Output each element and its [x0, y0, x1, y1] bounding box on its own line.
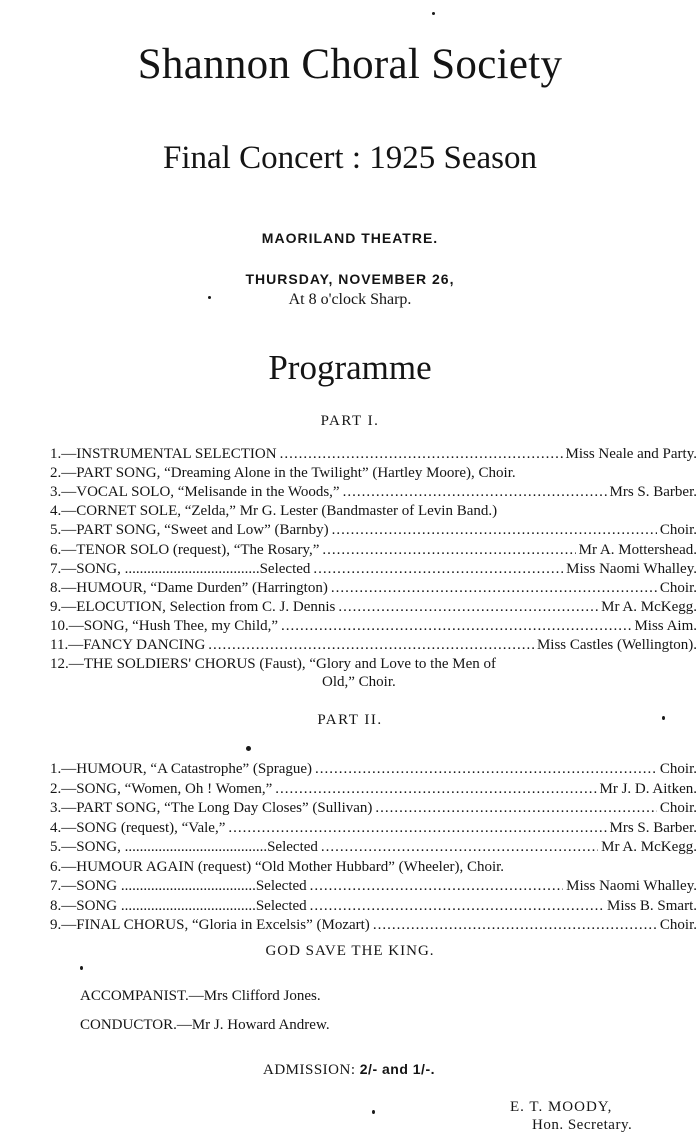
accompanist-credit: ACCOMPANIST.—Mrs Clifford Jones. — [80, 988, 321, 1004]
dot-leader — [310, 897, 604, 916]
item-performer: Miss Aim. — [634, 617, 697, 634]
print-speck — [662, 716, 665, 720]
part-two-programme-item — [50, 858, 697, 877]
item-performer: Miss Naomi Whalley. — [566, 560, 697, 577]
item-title: 9.—FINAL CHORUS, “Gloria in Excelsis” (Mozart) — [50, 917, 370, 933]
item-performer: Mr A. McKegg. — [601, 839, 697, 855]
print-speck — [372, 1110, 375, 1114]
item-performer: Mr A. McKegg. — [601, 598, 697, 615]
item-title: 6.—TENOR SOLO (request), “The Rosary,” — [50, 541, 320, 558]
item-title: 7.—SONG, ....................................Selected — [50, 560, 311, 577]
dot-leader — [310, 877, 564, 896]
part-two-programme-item — [50, 877, 697, 896]
admission-line — [263, 1061, 435, 1079]
part-two-programme-item — [50, 838, 697, 857]
item-title: 7.—SONG ....................................Selected — [50, 878, 307, 894]
item-performer: Mrs S. Barber. — [609, 484, 697, 501]
dot-leader — [280, 445, 563, 464]
item-title: 8.—SONG ....................................Selected — [50, 897, 307, 914]
part-two-programme-item — [50, 760, 697, 779]
dot-leader — [343, 483, 607, 502]
admission-label: ADMISSION: — [263, 1062, 356, 1078]
print-speck — [80, 966, 83, 970]
item-title: 9.—ELOCUTION, Selection from C. J. Dennis — [50, 598, 336, 615]
dot-leader — [315, 760, 657, 779]
page-title: Shannon Choral Society — [137, 41, 563, 88]
dot-leader — [313, 560, 563, 579]
part-two-programme-item — [50, 780, 697, 799]
part-one-programme-item — [50, 617, 697, 636]
item-title: 4.—SONG (request), “Vale,” — [50, 819, 226, 836]
item-title: 11.—FANCY DANCING — [50, 637, 206, 653]
item-performer: Miss Naomi Whalley. — [566, 878, 697, 894]
part-two-programme-item — [50, 916, 697, 935]
item-performer: Mr A. Mottershead. — [578, 541, 697, 558]
print-speck — [432, 12, 435, 15]
item-performer: Miss B. Smart. — [606, 897, 697, 914]
item-performer: Choir. — [659, 579, 697, 596]
dot-leader — [338, 598, 598, 617]
part-one-heading: PART I. — [320, 413, 380, 429]
part-one-programme-item — [50, 521, 697, 540]
part-one-programme-item — [50, 598, 697, 617]
item-title: 6.—HUMOUR AGAIN (request) “Old Mother Hubbard” (Wheeler), Choir. — [50, 858, 505, 875]
dot-leader — [373, 916, 657, 935]
part-one-programme-item — [50, 541, 697, 560]
item-title: 5.—SONG, ......................................Selected — [50, 839, 318, 855]
item-performer: Choir. — [659, 761, 697, 777]
dot-leader — [228, 819, 606, 838]
secretary-name: E. T. MOODY, — [510, 1099, 613, 1115]
item-performer: Miss Neale and Party. — [565, 446, 697, 462]
secretary-title: Hon. Secretary. — [532, 1117, 633, 1133]
concert-subtitle: Final Concert : 1925 Season — [163, 140, 537, 176]
part-two-programme-item — [50, 897, 697, 916]
part-one-continuation: Old,” Choir. — [322, 674, 396, 690]
part-one-programme-item — [50, 464, 697, 483]
print-speck — [246, 746, 251, 751]
part-two-programme-item — [50, 819, 697, 838]
item-title: 2.—SONG, “Women, Oh ! Women,” — [50, 780, 273, 797]
concert-time: At 8 o'clock Sharp. — [288, 291, 412, 308]
item-title: 3.—PART SONG, “The Long Day Closes” (Sullivan) — [50, 800, 373, 816]
concert-date: THURSDAY, NOVEMBER 26, — [245, 271, 455, 287]
item-performer: Mr J. D. Aitken. — [599, 780, 697, 797]
dot-leader — [275, 780, 596, 799]
item-title: 10.—SONG, “Hush Thee, my Child,” — [50, 617, 279, 634]
item-title: 4.—CORNET SOLE, “Zelda,” Mr G. Lester (Bandmaster of Levin Band.) — [50, 503, 498, 520]
item-title: 5.—PART SONG, “Sweet and Low” (Barnby) — [50, 522, 329, 539]
programme-heading: Programme — [268, 348, 432, 387]
part-two-programme-item — [50, 799, 697, 818]
dot-leader — [208, 636, 534, 655]
admission-prices: 2/- and 1/-. — [359, 1061, 435, 1077]
part-one-programme-item — [50, 445, 697, 464]
item-performer: Choir. — [659, 800, 697, 816]
print-speck — [208, 296, 211, 299]
venue: MAORILAND THEATRE. — [261, 230, 439, 246]
item-title: 1.—INSTRUMENTAL SELECTION — [50, 446, 277, 462]
dot-leader — [331, 579, 657, 598]
dot-leader — [321, 838, 598, 857]
item-performer: Mrs S. Barber. — [609, 819, 697, 836]
dot-leader — [375, 799, 656, 818]
god-save-the-king: GOD SAVE THE KING. — [265, 943, 435, 959]
item-title: 12.—THE SOLDIERS' CHORUS (Faust), “Glory and Love to the Men of — [50, 656, 496, 673]
item-title: 2.—PART SONG, “Dreaming Alone in the Twilight” (Hartley Moore), Choir. — [50, 465, 516, 482]
item-title: 1.—HUMOUR, “A Catastrophe” (Sprague) — [50, 761, 313, 777]
part-one-programme-item — [50, 579, 697, 598]
part-one-programme-item — [50, 502, 697, 521]
conductor-credit: CONDUCTOR.—Mr J. Howard Andrew. — [80, 1017, 330, 1033]
dot-leader — [332, 521, 657, 540]
part-one-programme-item — [50, 483, 697, 502]
item-title: 3.—VOCAL SOLO, “Melisande in the Woods,” — [50, 484, 340, 501]
dot-leader — [281, 617, 631, 636]
part-one-programme-item — [50, 655, 697, 674]
item-performer: Choir. — [659, 917, 697, 933]
part-one-programme-item — [50, 636, 697, 655]
part-two-heading: PART II. — [317, 712, 383, 728]
item-performer: Choir. — [659, 522, 697, 539]
part-one-programme-item — [50, 560, 697, 579]
item-performer: Miss Castles (Wellington). — [536, 637, 697, 653]
dot-leader — [322, 541, 575, 560]
item-title: 8.—HUMOUR, “Dame Durden” (Harrington) — [50, 579, 328, 596]
